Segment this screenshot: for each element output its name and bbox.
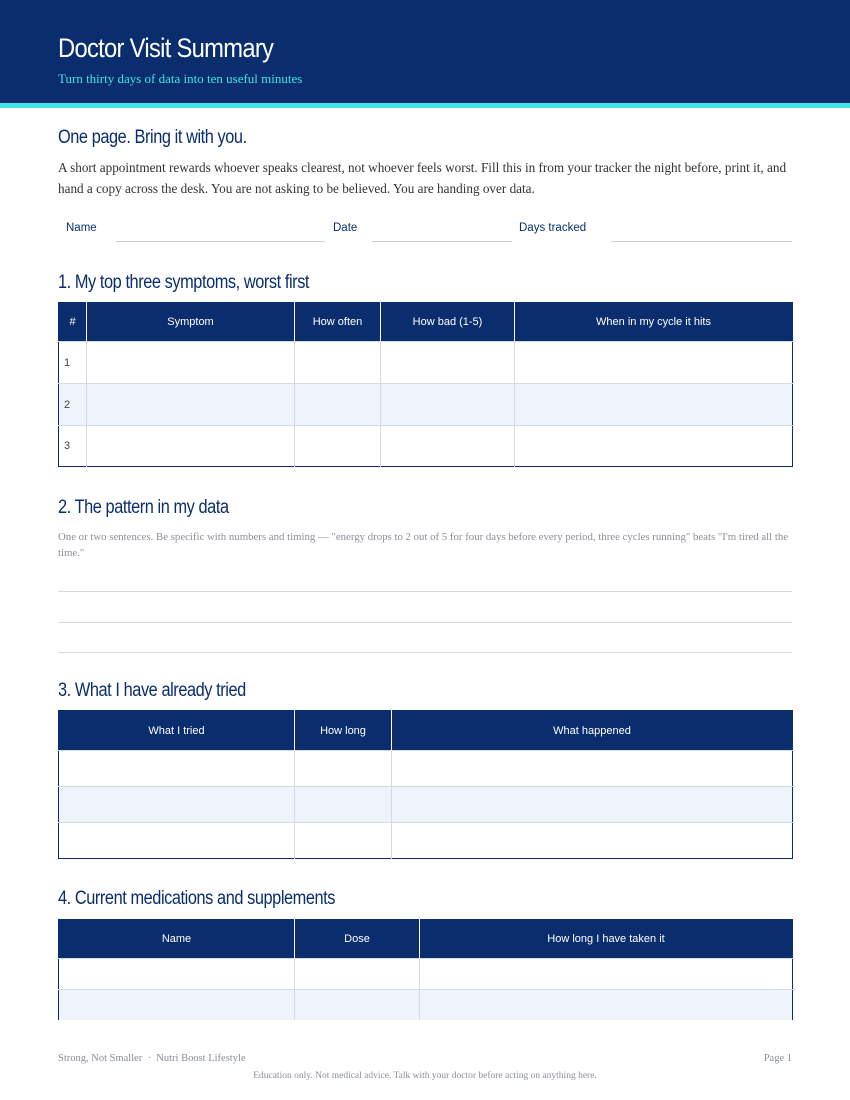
disclaimer: Education only. Not medical advice. Talk with your doctor before acting on anything here. bbox=[253, 1071, 597, 1081]
name-label: Name bbox=[66, 222, 97, 234]
footer-brand bbox=[58, 1053, 246, 1064]
days-tracked-label: Days tracked bbox=[519, 222, 587, 234]
company-name: Nutri Boost Lifestyle bbox=[156, 1053, 246, 1064]
symptoms-heading: 1. My top three symptoms, worst first bbox=[58, 272, 310, 293]
table-cell[interactable] bbox=[295, 787, 392, 823]
table-cell[interactable] bbox=[515, 342, 793, 384]
symptoms-table bbox=[58, 302, 793, 467]
table-row bbox=[59, 751, 793, 787]
document-title: Doctor Visit Summary bbox=[58, 33, 274, 63]
document-subtitle: Turn thirty days of data into ten useful minutes bbox=[58, 71, 303, 86]
column-header: How long I have taken it bbox=[420, 920, 793, 959]
days-tracked-field[interactable] bbox=[611, 241, 792, 242]
table-cell[interactable] bbox=[295, 751, 392, 787]
table-cell[interactable] bbox=[295, 426, 381, 467]
table-row bbox=[59, 384, 793, 426]
pattern-heading: 2. The pattern in my data bbox=[58, 497, 229, 518]
writing-line[interactable] bbox=[58, 591, 792, 592]
row-number: 1 bbox=[59, 342, 87, 384]
row-number: 3 bbox=[59, 426, 87, 467]
column-header: Symptom bbox=[87, 303, 295, 342]
footer-separator: · bbox=[147, 1053, 152, 1064]
table-cell[interactable] bbox=[59, 823, 295, 859]
header-accent-stripe bbox=[0, 103, 850, 108]
date-field[interactable] bbox=[372, 241, 512, 242]
table-cell[interactable] bbox=[59, 751, 295, 787]
table-row bbox=[59, 787, 793, 823]
column-header: Name bbox=[59, 920, 295, 959]
table-cell[interactable] bbox=[59, 787, 295, 823]
table-row bbox=[59, 342, 793, 384]
meds-table bbox=[58, 919, 793, 1020]
table-cell[interactable] bbox=[87, 342, 295, 384]
table-cell[interactable] bbox=[515, 426, 793, 467]
table-cell[interactable] bbox=[392, 823, 793, 859]
name-field[interactable] bbox=[116, 241, 325, 242]
tried-heading: 3. What I have already tried bbox=[58, 680, 246, 701]
table-cell[interactable] bbox=[392, 787, 793, 823]
page-number: Page 1 bbox=[763, 1053, 792, 1064]
pattern-hint: One or two sentences. Be specific with numbers and timing — "energy drops to 2 out of 5 for four days before every period, three cycles running" beats "I'm tired all the time." bbox=[58, 531, 789, 559]
column-header: When in my cycle it hits bbox=[515, 303, 793, 342]
table-cell[interactable] bbox=[87, 426, 295, 467]
writing-line[interactable] bbox=[58, 652, 792, 653]
column-header: What happened bbox=[392, 711, 793, 751]
table-cell[interactable] bbox=[59, 959, 295, 990]
intro-paragraph: A short appointment rewards whoever speaks clearest, not whoever feels worst. Fill this in from your tracker the night before, print it, and hand a copy across the desk. You are not asking to be believed. You are handing over data. bbox=[58, 160, 787, 196]
column-header: How long bbox=[295, 711, 392, 751]
column-header: Dose bbox=[295, 920, 420, 959]
column-header: # bbox=[59, 303, 87, 342]
meds-header-row bbox=[59, 920, 793, 959]
intro-heading: One page. Bring it with you. bbox=[58, 127, 247, 148]
tried-header-row bbox=[59, 711, 793, 751]
table-cell[interactable] bbox=[515, 384, 793, 426]
table-row bbox=[59, 959, 793, 990]
table-cell[interactable] bbox=[381, 342, 515, 384]
table-row bbox=[59, 426, 793, 467]
table-cell[interactable] bbox=[381, 426, 515, 467]
table-cell[interactable] bbox=[87, 384, 295, 426]
meds-heading: 4. Current medications and supplements bbox=[58, 888, 336, 909]
tried-table bbox=[58, 710, 793, 859]
table-cell[interactable] bbox=[392, 751, 793, 787]
brand-name: Strong, Not Smaller bbox=[58, 1053, 143, 1064]
table-row bbox=[59, 823, 793, 859]
table-cell[interactable] bbox=[295, 384, 381, 426]
table-cell[interactable] bbox=[295, 342, 381, 384]
row-number: 2 bbox=[59, 384, 87, 426]
symptoms-header-row bbox=[59, 303, 793, 342]
table-cell[interactable] bbox=[295, 823, 392, 859]
table-cell[interactable] bbox=[295, 959, 420, 990]
column-header: What I tried bbox=[59, 711, 295, 751]
date-label: Date bbox=[333, 222, 358, 234]
table-cell[interactable] bbox=[420, 990, 793, 1020]
table-cell[interactable] bbox=[59, 990, 295, 1020]
table-cell[interactable] bbox=[381, 384, 515, 426]
table-row bbox=[59, 990, 793, 1020]
table-cell[interactable] bbox=[295, 990, 420, 1020]
writing-line[interactable] bbox=[58, 622, 792, 623]
column-header: How often bbox=[295, 303, 381, 342]
table-cell[interactable] bbox=[420, 959, 793, 990]
column-header: How bad (1-5) bbox=[381, 303, 515, 342]
